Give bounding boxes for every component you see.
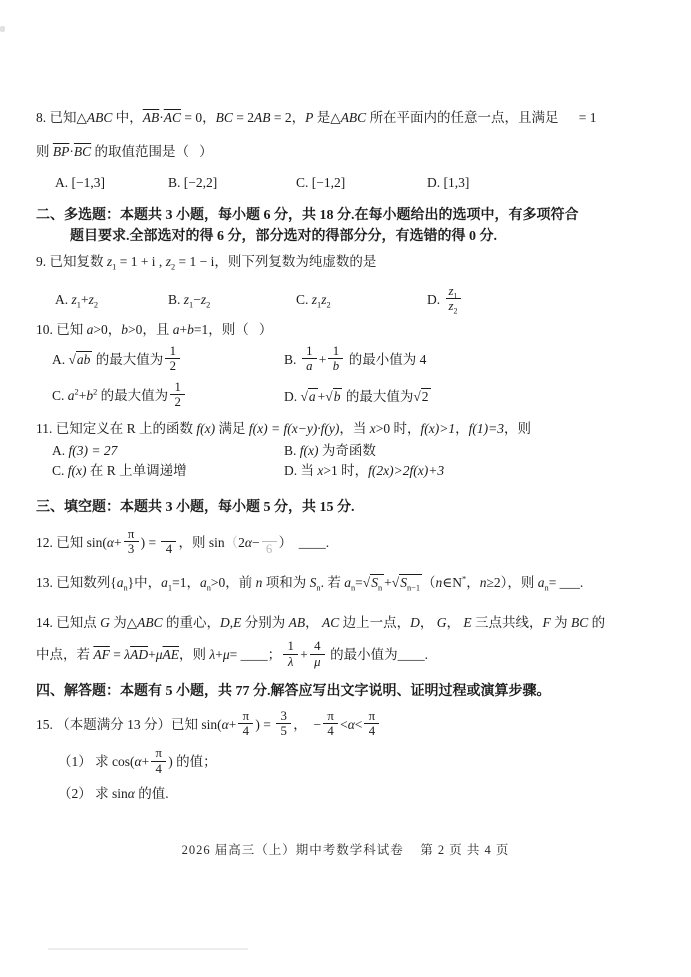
question-10-option-a: A. √ab 的最大值为 $\frac{1}{2}$ xyxy=(52,346,284,376)
section-3-header: 三、填空题：本题共 3 小题，每小题 5 分，共 15 分. xyxy=(36,500,355,516)
question-14-line-1: 14. 已知点 G 为△ABC 的重心，D,E 分别为 AB， AC 边上一点，D， G， E 三点共线，F 为 BC 的 xyxy=(36,615,606,631)
question-8-line-1: 8. 已知△ABC 中，$\overline{AB}\cdot\overline{AC} = 0$，BC = 2AB = 2，P 是△ABC 所在平面内的任意一点，且满足 = 1 xyxy=(36,110,597,125)
question-11-option-c: C. f(x) 在 R 上单调递增 xyxy=(52,463,187,479)
question-9-option-b: B. $z_1-z_2$ xyxy=(168,292,211,310)
question-15-subitem-2: （2） 求 sinα 的值. xyxy=(58,786,169,802)
section-2-header xyxy=(36,205,665,248)
question-9-option-d: D. $\frac{z_1}{z_2}$ xyxy=(427,286,665,316)
page-footer: 2026 届高三（上）期中考数学科试卷 第 2 页 共 4 页 xyxy=(181,843,510,857)
question-15-line: 15. （本题满分 13 分）已知 sin(α+ $\frac{\pi}{4}$ ) = $\frac{3}{5}$ ， − $\frac{\pi}{4}$ <α< $\frac{\pi}{4}$ xyxy=(36,711,665,741)
question-11-options-row-1 xyxy=(36,441,665,461)
question-10-options-row-1 xyxy=(36,343,665,379)
question-11-line: 11. 已知定义在 R 上的函数 f(x) 满足 f(x) = f(x−y)·f(y)，当 x>0 时，f(x)>1，f(1)=3，则 xyxy=(36,420,531,436)
question-13-line: 13. 已知数列$\{a_n\}$中，$a_1=1$，$a_n>0$，前 n 项和为 $S_n$. 若 $a_n=√S_n +√S_{n-1}$ （n∈N*，n≥2），则 $a_n=$ ___. xyxy=(36,574,584,593)
question-11-options-row-2 xyxy=(36,461,665,481)
question-10-option-c: C. $a^2+b^2$ 的最大值为 $\frac{1}{2}$ xyxy=(52,382,284,412)
question-9-options xyxy=(36,282,665,318)
question-8-line-2: 则 $\overline{BP}\cdot\overline{BC}$ 的取值范围是（ ） xyxy=(36,144,213,160)
section-2-header-line-1: 二、多选题：本题共 3 小题，每小题 6 分，共 18 分.在每小题给出的选项中，有多项符合 xyxy=(36,207,579,223)
question-8-option-d: D. [1,3] xyxy=(427,174,470,190)
question-9-line: 9. 已知复数 $z_1 = 1 + i$ , $z_2 = 1 - i$，则下列复数为纯虚数的是 xyxy=(36,254,377,272)
question-11-option-a: A. f(3) = 27 xyxy=(52,442,118,458)
exam-content xyxy=(36,108,665,804)
section-4-header: 四、解答题：本题有 5 小题，共 77 分.解答应写出文字说明、证明过程或演算步骤。 xyxy=(36,684,551,699)
scan-artifact-dot xyxy=(0,26,5,32)
question-9-option-c: C. $z_1z_2$ xyxy=(296,292,331,310)
question-8-option-c: C. [−1,2] xyxy=(296,174,346,190)
question-11-option-d: D. 当 x>1 时，f(2x)>2f(x)+3 xyxy=(284,463,445,479)
question-10-line: 10. 已知 a>0，b>0，且 a+b=1，则（ ） xyxy=(36,322,273,338)
question-10-option-b: B. $\frac{1}{a}$ + $\frac{1}{b}$ 的最小值为 4 xyxy=(284,343,427,374)
section-2-header-line-2: 题目要求.全部选对的得 6 分，部分选对的得部分分，有选错的得 0 分. xyxy=(70,229,497,245)
question-9-option-a: A. $z_1+z_2$ xyxy=(55,292,99,310)
question-8-option-a: A. [−1,3] xyxy=(55,174,105,190)
question-15-subitem-1: （1） 求 cos(α+ $\frac{\pi}{4}$ ) 的值； xyxy=(58,746,217,776)
question-8-option-b: B. [−2,2] xyxy=(168,174,218,190)
question-10-option-d: D. √a +√b 的最大值为√2 xyxy=(284,388,429,404)
question-8-options xyxy=(36,173,665,193)
question-12-line: 12. 已知 sin(α+ $\frac{\pi}{3}$ ) = 4 ，则 sin（2α− 6 ） ____. xyxy=(36,527,330,557)
question-10-options-row-2 xyxy=(36,379,665,415)
scan-artifact-line xyxy=(48,948,248,950)
question-14-line-2: 中点，若 $\overline{AF} = \lambda\overline{AD}+\mu\overline{AE}$，则 λ+μ= ____； $\frac{1}{\lambda}$ + $\frac{4}{\mu}$ 的最小值为____. xyxy=(36,639,429,669)
question-11-option-b: B. f(x) 为奇函数 xyxy=(284,442,376,458)
